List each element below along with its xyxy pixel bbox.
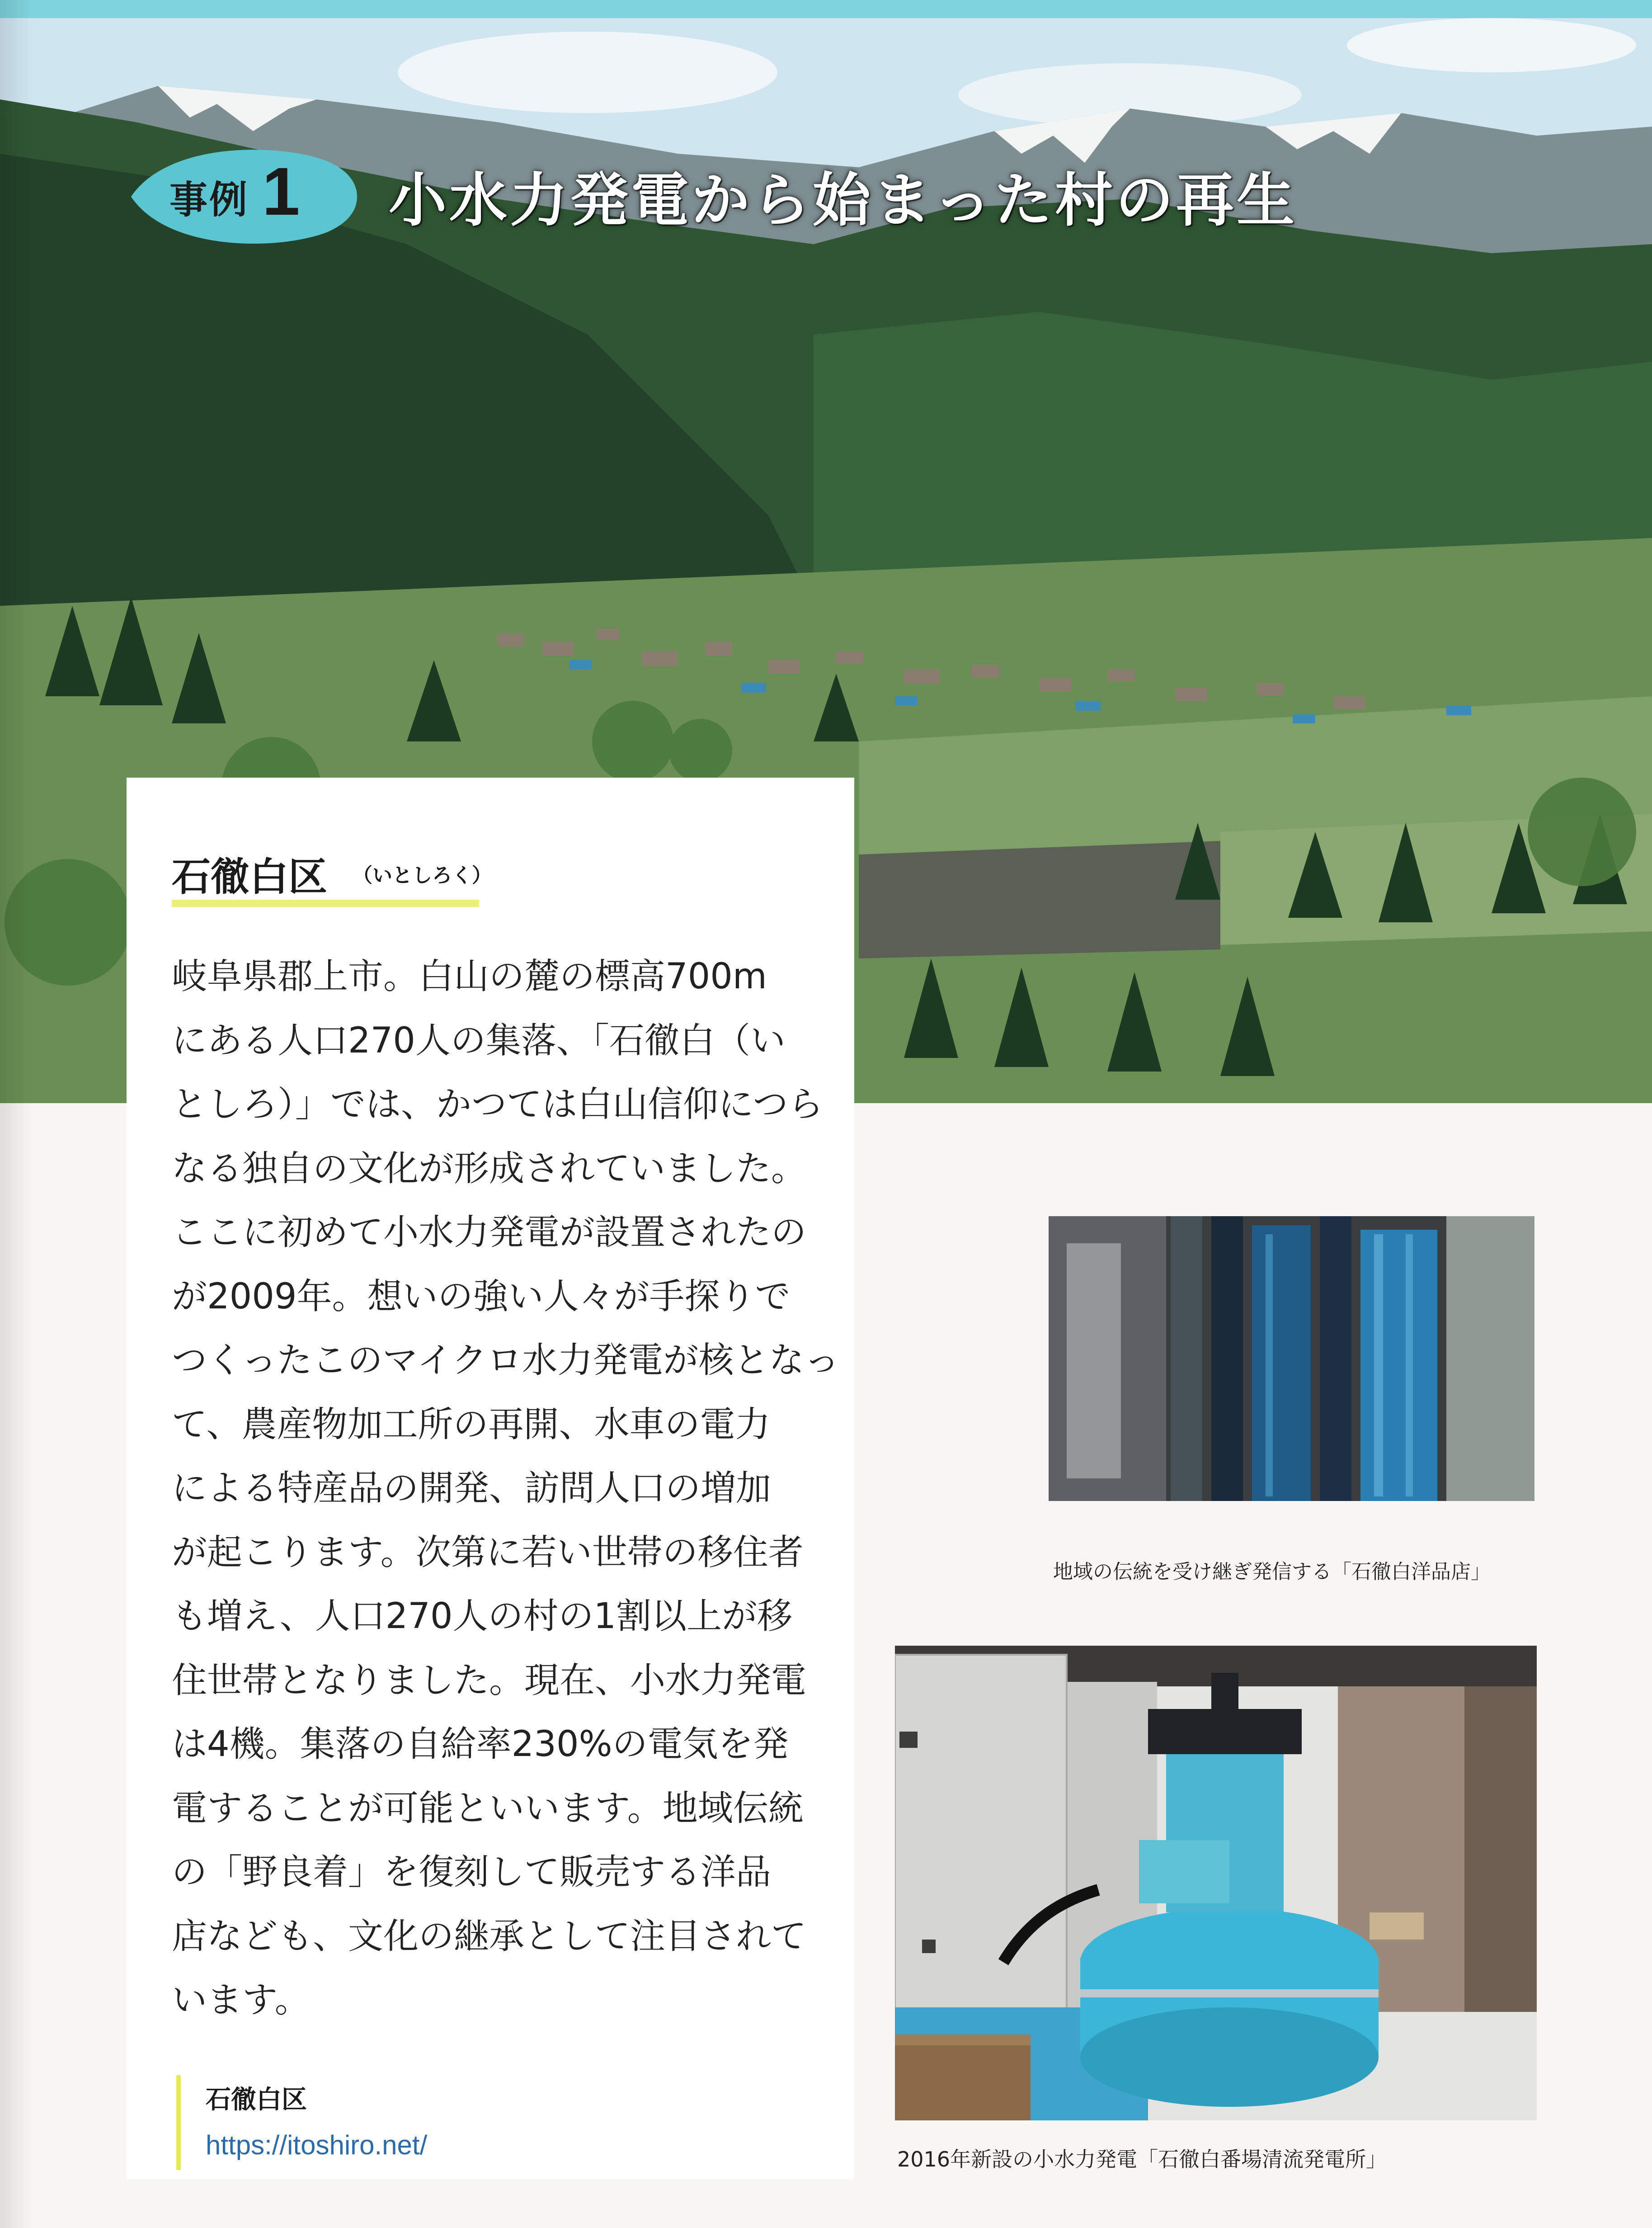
top-color-strip [0, 0, 1652, 18]
body-line: ここに初めて小水力発電が設置されたの [172, 1212, 807, 1253]
shop-photo-caption: 地域の伝統を受け継ぎ発信する「石徹白洋品店」 [1053, 1560, 1491, 1583]
section-reading: （いとしろく） [353, 864, 492, 887]
plant-photo-caption: 2016年新設の小水力発電「石徹白番場清流発電所」 [897, 2147, 1387, 2171]
case-number: 1 [262, 153, 300, 229]
body-line: 住世帯となりました。現在、小水力発電 [172, 1660, 807, 1701]
body-line: なる独自の文化が形成されていました。 [172, 1148, 807, 1189]
body-line: にある人口270人の集落、「石徹白（い [172, 1020, 786, 1061]
hanging-clothes-illustration [1049, 1216, 1534, 1501]
page-title: 小水力発電から始まった村の再生 [389, 167, 1298, 234]
section-heading: 石徹白区 [172, 854, 327, 900]
hydro-power-plant-photo [895, 1646, 1537, 2120]
case-label: 事例 [169, 178, 249, 222]
body-line: います。 [172, 1980, 310, 2020]
turbine-illustration [895, 1646, 1537, 2120]
clothing-shop-photo [1049, 1216, 1534, 1501]
body-line: が起こります。次第に若い世帯の移住者 [172, 1532, 804, 1573]
body-line: としろ）」では、かつては白山信仰につら [172, 1084, 824, 1125]
source-accent-bar [176, 2075, 181, 2170]
article-text-panel [127, 778, 854, 2179]
case-number-badge [113, 133, 357, 260]
source-name: 石徹白区 [206, 2085, 307, 2115]
body-line: 店なども、文化の継承として注目されて [172, 1916, 807, 1957]
body-line: は4機。集落の自給率230%の電気を発 [172, 1724, 789, 1765]
body-line: 電することが可能といいます。地域伝統 [172, 1788, 804, 1829]
source-link[interactable]: https://itoshiro.net/ [206, 2130, 428, 2160]
body-line: が2009年。想いの強い人々が手探りで [172, 1276, 791, 1317]
body-line: 岐阜県郡上市。白山の麓の標高700m [172, 956, 767, 997]
heading-underline [172, 900, 479, 907]
body-line: による特産品の開発、訪問人口の増加 [172, 1468, 772, 1509]
body-line: も増え、人口270人の村の1割以上が移 [172, 1596, 793, 1637]
body-line: て、農産物加工所の再開、水車の電力 [172, 1404, 771, 1445]
page-binding-shadow [0, 0, 32, 2228]
article-body [172, 945, 840, 2033]
body-line: の「野良着」を復刻して販売する洋品 [172, 1852, 772, 1893]
body-line: つくったこのマイクロ水力発電が核となっ [172, 1340, 840, 1381]
